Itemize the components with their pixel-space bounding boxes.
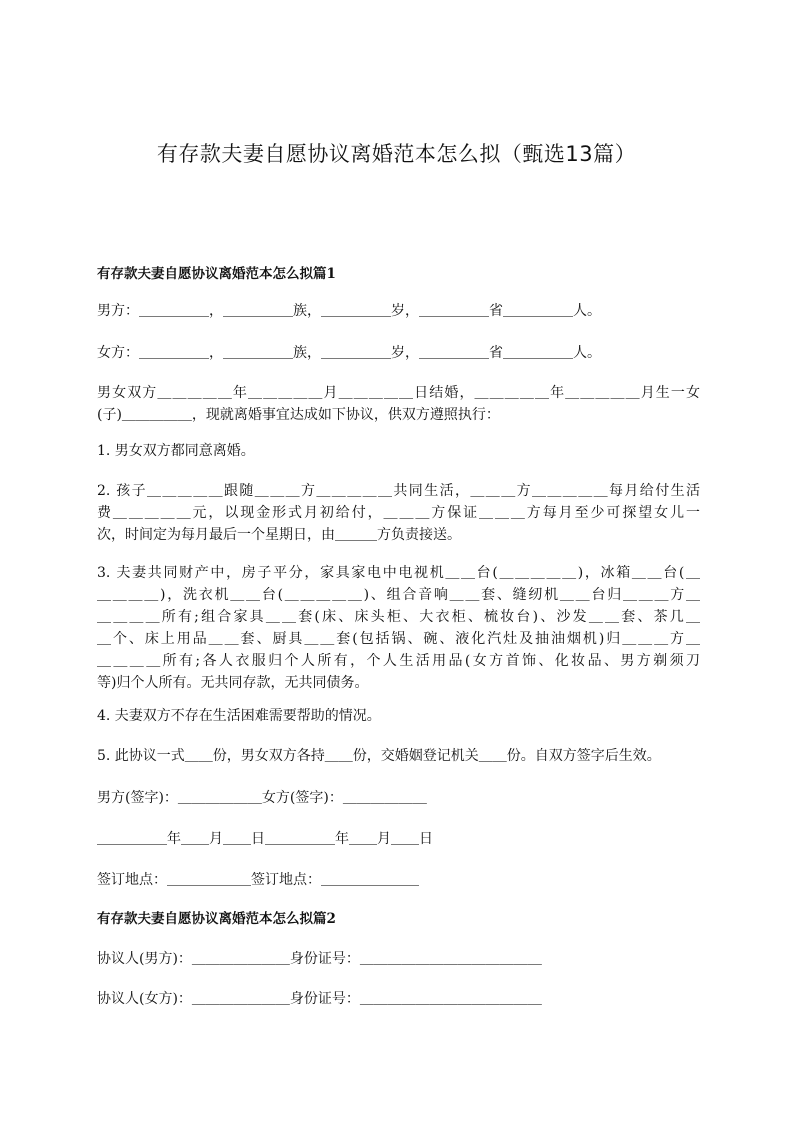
clause-5: 5. 此协议一式＿＿份，男女双方各持＿＿份，交婚姻登记机关＿＿份。自双方签字后生效。 xyxy=(97,748,661,764)
party-female-line: 协议人(女方)：＿＿＿＿＿＿＿身份证号：＿＿＿＿＿＿＿＿＿＿＿＿＿ xyxy=(97,991,542,1007)
paragraph-line: 男女双方＿＿＿＿＿年＿＿＿＿＿月＿＿＿＿＿日结婚，＿＿＿＿＿年＿＿＿＿＿月生一女 xyxy=(97,385,700,401)
paragraph-line: ＿＿＿＿所有;各人衣服归个人所有，个人生活用品(女方首饰、化妆品、男方剃须刀 xyxy=(97,653,700,669)
paragraph-line: 次，时间定为每月最后一个星期日，由＿＿＿方负责接送。 xyxy=(97,527,461,543)
clause-4: 4. 夫妻双方不存在生活困难需要帮助的情况。 xyxy=(97,708,381,724)
date-line: ＿＿＿＿＿年＿＿月＿＿日＿＿＿＿＿年＿＿月＿＿日 xyxy=(97,831,433,847)
paragraph-line: 等)归个人所有。无共同存款，无共同债务。 xyxy=(97,675,369,691)
section-heading-2: 有存款夫妻自愿协议离婚范本怎么拟篇2 xyxy=(97,911,336,927)
paragraph-line: 费＿＿＿＿＿元，以现金形式月初给付，＿＿＿方保证＿＿＿方每月至少可探望女儿一 xyxy=(97,505,700,521)
document-title: 有存款夫妻自愿协议离婚范本怎么拟（甄选13篇） xyxy=(156,142,637,166)
paragraph-line: 3. 夫妻共同财产中，房子平分，家具家电中电视机＿＿台(＿＿＿＿＿)，冰箱＿＿台(＿ xyxy=(97,565,700,581)
signing-place-line: 签订地点：＿＿＿＿＿＿签订地点：＿＿＿＿＿＿＿ xyxy=(97,872,419,888)
paragraph-line: ＿＿＿＿所有;组合家具＿＿套(床、床头柜、大衣柜、梳妆台)、沙发＿＿套、茶几＿ xyxy=(97,609,700,625)
clause-1: 1. 男女双方都同意离婚。 xyxy=(97,443,255,459)
clause-3-paragraph xyxy=(97,562,700,694)
party-male-line: 协议人(男方)：＿＿＿＿＿＿＿身份证号：＿＿＿＿＿＿＿＿＿＿＿＿＿ xyxy=(97,951,542,967)
female-info-line: 女方：＿＿＿＿＿，＿＿＿＿＿族，＿＿＿＿＿岁，＿＿＿＿＿省＿＿＿＿＿人。 xyxy=(97,345,601,361)
paragraph-line: ＿＿＿＿)，洗衣机＿＿台(＿＿＿＿＿)、组合音响＿＿套、缝纫机＿＿台归＿＿＿方＿ xyxy=(97,587,700,603)
clause-2-paragraph xyxy=(97,480,700,546)
paragraph-line: ＿个、床上用品＿＿套、厨具＿＿套(包括锅、碗、液化汽灶及抽油烟机)归＿＿＿方＿ xyxy=(97,631,700,647)
signature-line: 男方(签字)：＿＿＿＿＿＿女方(签字)：＿＿＿＿＿＿ xyxy=(97,790,427,806)
marriage-intro-paragraph xyxy=(97,382,700,426)
section-heading-1: 有存款夫妻自愿协议离婚范本怎么拟篇1 xyxy=(97,266,336,282)
paragraph-line: 2. 孩子＿＿＿＿＿跟随＿＿＿方＿＿＿＿＿共同生活，＿＿＿方＿＿＿＿＿每月给付生活 xyxy=(97,483,700,499)
paragraph-line: (子)＿＿＿＿＿，现就离婚事宜达成如下协议，供双方遵照执行： xyxy=(97,407,500,423)
male-info-line: 男方：＿＿＿＿＿，＿＿＿＿＿族，＿＿＿＿＿岁，＿＿＿＿＿省＿＿＿＿＿人。 xyxy=(97,303,601,319)
